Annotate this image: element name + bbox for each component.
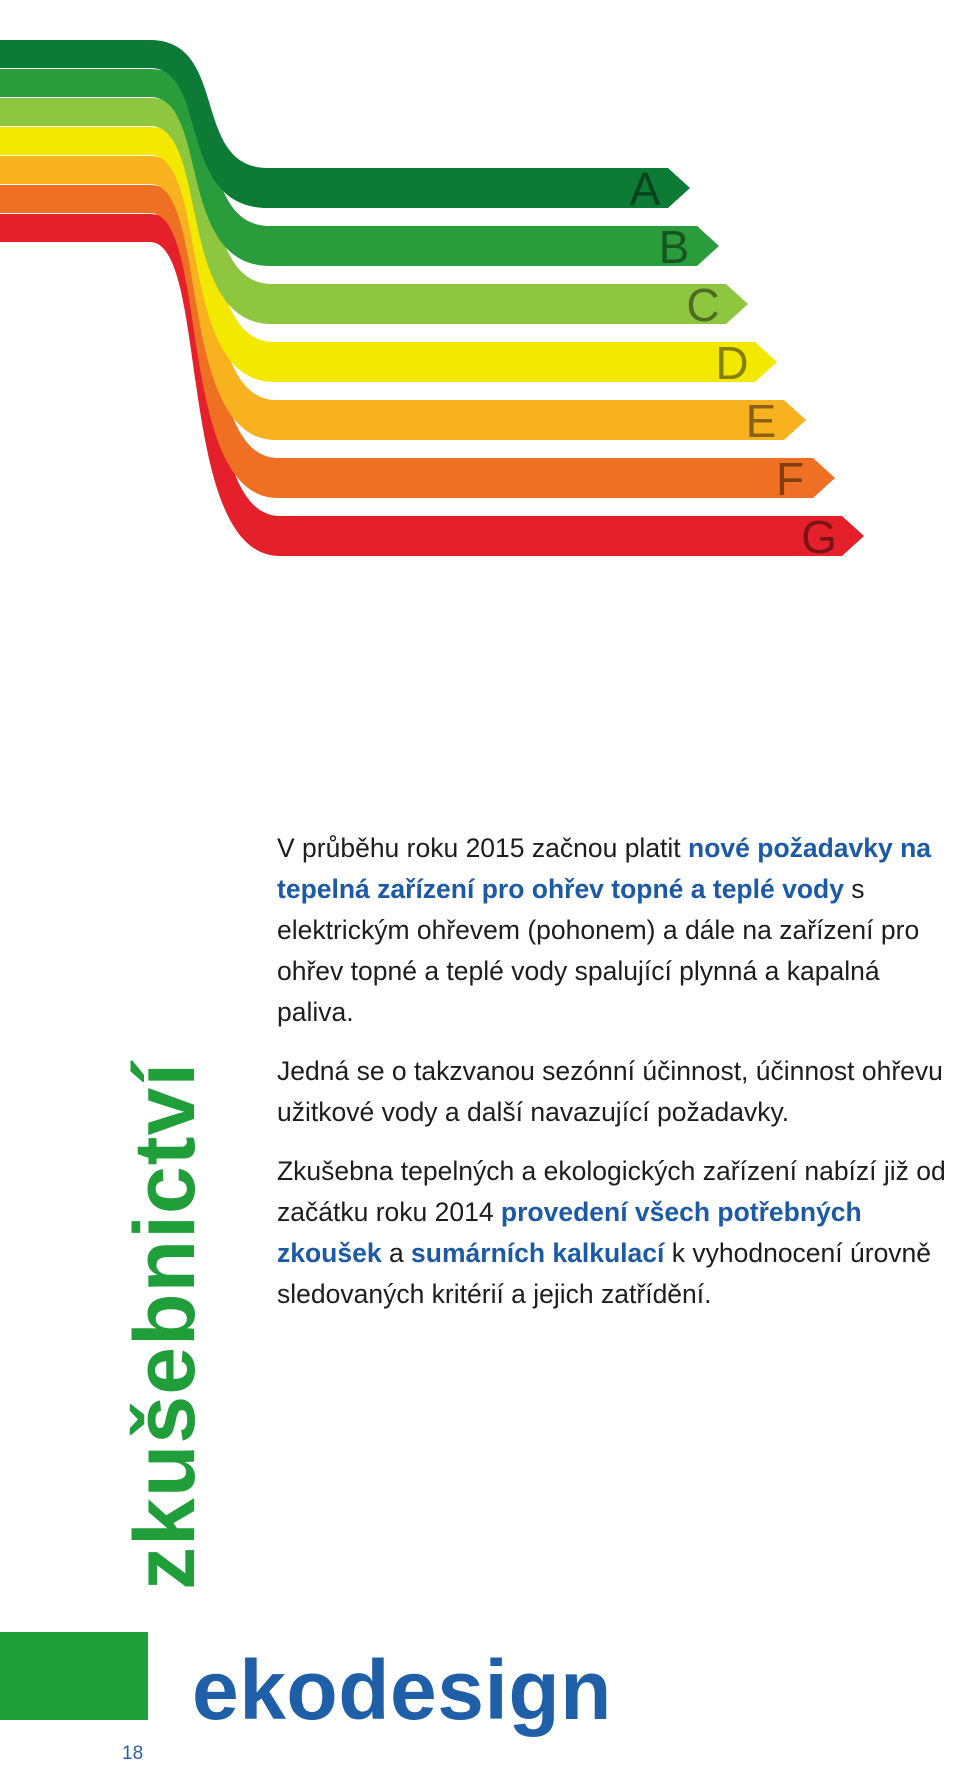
- p3-text-1: Zkušebna tepelných a ekologických zařízení nabízí již od začátku roku 2014: [277, 1156, 946, 1227]
- energy-class-letter: A: [629, 163, 661, 215]
- sidebar-title: zkušebnictví: [117, 1061, 213, 1590]
- energy-class-letter: C: [686, 279, 720, 331]
- paragraph-efficiency: [277, 1051, 953, 1133]
- ekodesign-heading: ekodesign: [192, 1643, 612, 1737]
- p3-text-3: k vyhodnocení úrovně sledovaných kritérií a jejich zatřídění.: [277, 1238, 932, 1309]
- energy-class-letter: D: [715, 337, 749, 389]
- p3-highlight-2: sumárních kalkulací: [411, 1238, 665, 1268]
- energy-class-letter: G: [801, 511, 837, 563]
- page-number: 18: [122, 1743, 144, 1764]
- energy-efficiency-graphic: [0, 0, 960, 660]
- p1-text-2: s elektrickým ohřevem (pohonem) a dále na zařízení pro ohřev topné a teplé vody spalující plynná a kapalná paliva.: [277, 874, 920, 1027]
- paragraph-testing: [277, 1151, 953, 1315]
- green-accent-block: [0, 1632, 148, 1720]
- p3-highlight-1: provedení všech potřebných zkoušek: [277, 1197, 862, 1268]
- p3-text-2: a: [381, 1238, 412, 1268]
- p1-text-1: V průběhu roku 2015 začnou platit: [277, 833, 689, 863]
- energy-class-letter: E: [745, 395, 777, 447]
- body-text: [277, 828, 953, 1333]
- p2-text-1: Jedná se o takzvanou sezónní účinnost, účinnost ohřevu užitkové vody a další navazující požadavky.: [277, 1056, 943, 1127]
- energy-class-letter: B: [658, 221, 690, 273]
- paragraph-requirements: [277, 828, 953, 1033]
- p1-highlight: nové požadavky na tepelná zařízení pro ohřev topné a teplé vody: [277, 833, 932, 904]
- energy-class-letter: F: [775, 453, 805, 505]
